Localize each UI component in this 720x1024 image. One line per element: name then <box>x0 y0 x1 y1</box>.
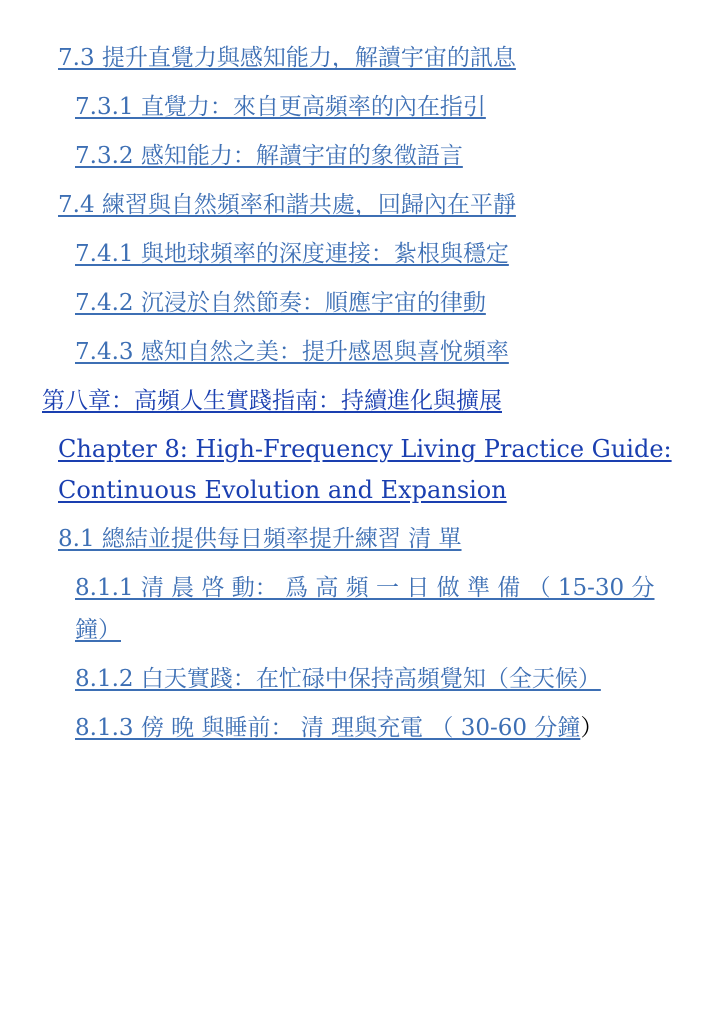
toc-entry-chapter-8-english-line1: Chapter 8: High-Frequency Living Practice Guide: <box>58 435 672 463</box>
toc-entry-8-1-3-closing-paren: ） <box>580 715 604 741</box>
toc-entry-chapter-8-text: 第八章：高頻人生實踐指南：持續進化與擴展 <box>42 388 502 414</box>
toc-entry-8-1-3-text: 8.1.3 傍 晚 與睡前： 清 理與充電 （ 30-60 分鐘 <box>75 715 581 741</box>
toc-entry-7-4-3[interactable] <box>75 337 509 367</box>
toc-entry-7-3[interactable] <box>58 43 516 73</box>
toc-entry-8-1-1-line1: 8.1.1 清 晨 啓 動： 爲 高 頻 一 日 做 準 備 （ 15-30 分 <box>75 575 655 601</box>
toc-entry-7-3-text: 7.3 提升直覺力與感知能力，解讀宇宙的訊息 <box>58 45 516 71</box>
toc-entry-7-3-2-text: 7.3.2 感知能力：解讀宇宙的象徵語言 <box>75 143 463 169</box>
toc-entry-7-4-1[interactable] <box>75 239 509 269</box>
toc-entry-7-4[interactable] <box>58 190 516 220</box>
toc-entry-chapter-8-english-line2: Continuous Evolution and Expansion <box>58 476 507 504</box>
toc-entry-7-4-1-text: 7.4.1 與地球頻率的深度連接：紮根與穩定 <box>75 241 509 267</box>
toc-entry-7-4-3-text: 7.4.3 感知自然之美：提升感恩與喜悅頻率 <box>75 339 509 365</box>
toc-entry-7-4-2-text: 7.4.2 沉浸於自然節奏：順應宇宙的律動 <box>75 290 486 316</box>
toc-entry-8-1-2[interactable] <box>75 664 601 694</box>
toc-entry-8-1[interactable] <box>58 524 462 554</box>
toc-entry-8-1-3[interactable] <box>75 713 603 743</box>
toc-entry-8-1-1[interactable] <box>75 567 655 651</box>
toc-entry-7-3-1[interactable] <box>75 92 486 122</box>
toc-entry-7-3-1-text: 7.3.1 直覺力：來自更高頻率的內在指引 <box>75 94 486 120</box>
toc-entry-8-1-1-line2: 鐘） <box>75 617 121 643</box>
toc-entry-7-3-2[interactable] <box>75 141 463 171</box>
toc-entry-chapter-8-english[interactable] <box>58 429 672 511</box>
toc-entry-7-4-text: 7.4 練習與自然頻率和諧共處，回歸內在平靜 <box>58 192 516 218</box>
toc-entry-7-4-2[interactable] <box>75 288 486 318</box>
toc-entry-chapter-8[interactable] <box>42 386 502 416</box>
toc-entry-8-1-text: 8.1 總結並提供每日頻率提升練習 清 單 <box>58 526 462 552</box>
toc-entry-8-1-2-text: 8.1.2 白天實踐：在忙碌中保持高頻覺知（全天候） <box>75 666 601 692</box>
